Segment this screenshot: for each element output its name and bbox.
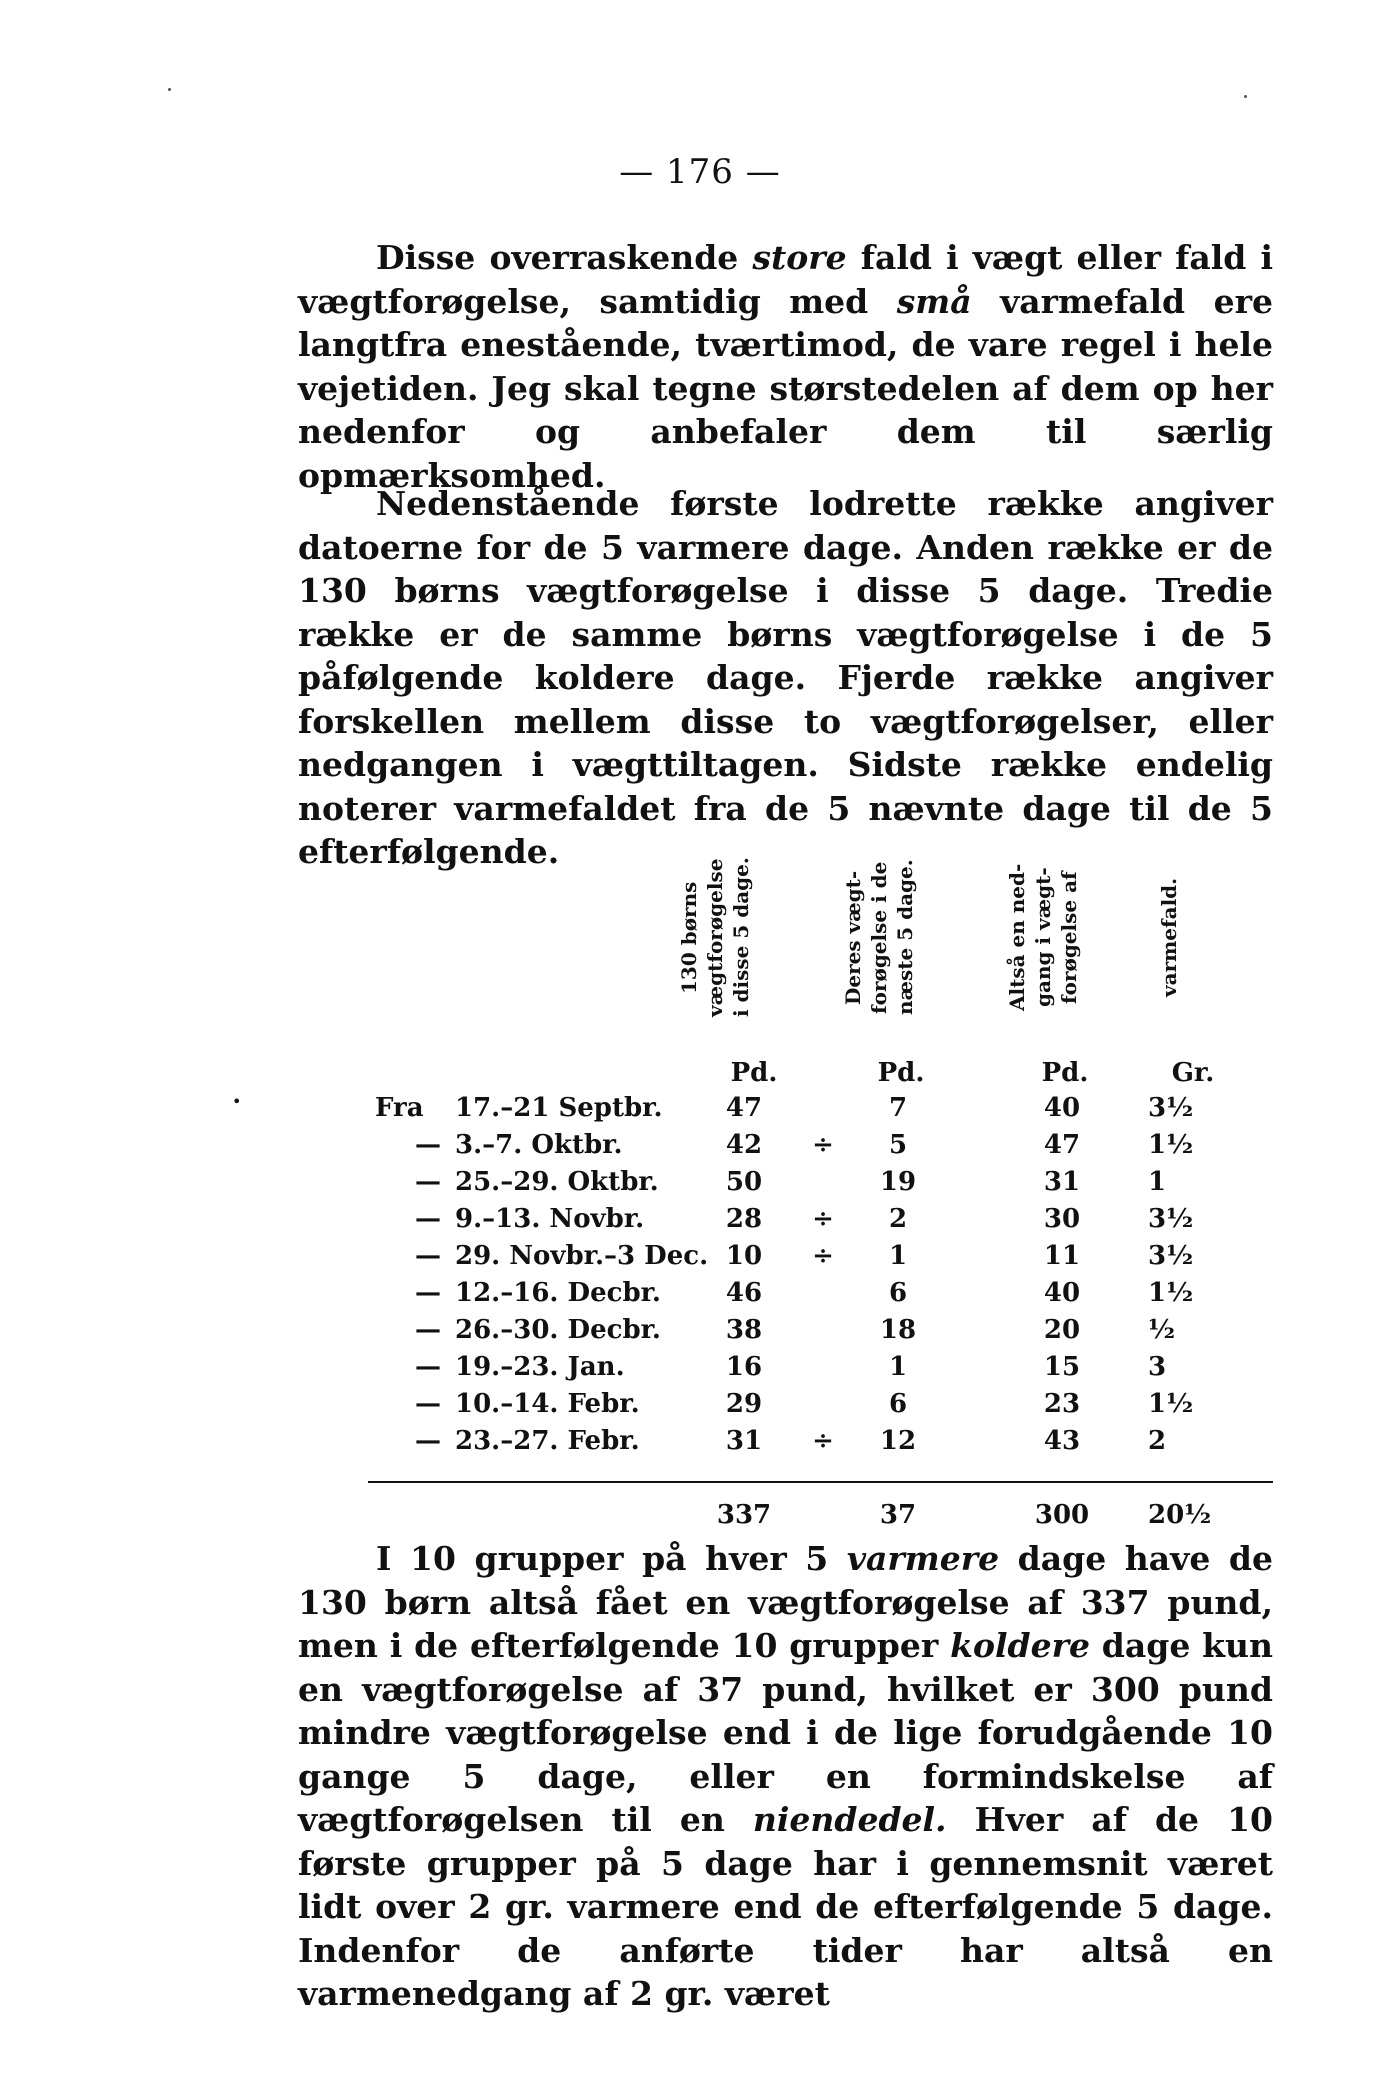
table-row [0,1241,1400,1278]
text-run: Disse overraskende [376,238,753,277]
total-decline: 300 [1034,1500,1090,1530]
cell-cold-gain: 2 [888,1204,908,1234]
cell-temp-drop: ½ [1148,1315,1176,1345]
cell-warm-gain: 47 [725,1093,763,1123]
cell-warm-gain: 10 [725,1241,763,1271]
row-lead: — [415,1389,441,1419]
cell-temp-drop: 2 [1148,1426,1167,1456]
table-row [0,1204,1400,1241]
table-row [0,1389,1400,1426]
emphasis-smaa: små [896,281,972,321]
cell-temp-drop: 1½ [1148,1389,1194,1419]
cell-warm-gain: 29 [725,1389,763,1419]
row-date: 25.–29. Oktbr. [455,1167,659,1197]
row-lead: — [415,1352,441,1382]
table-row [0,1352,1400,1389]
emphasis-varmere: varmere [846,1539,1000,1578]
table-row [0,1130,1400,1167]
cell-decline: 40 [1043,1093,1081,1123]
cell-warm-gain: 50 [725,1167,763,1197]
text-run: fald i vægt eller fald i vægtforøgelse, samtidig med [298,238,1273,321]
paragraph-intro [298,236,1273,497]
table-row [0,1167,1400,1204]
row-lead: — [415,1204,441,1234]
cell-temp-drop: 1½ [1148,1278,1194,1308]
cell-cold-gain: 19 [879,1167,917,1197]
totals-rule [368,1481,1273,1483]
row-date: 19.–23. Jan. [455,1352,625,1382]
unit-label: Pd. [1041,1058,1089,1088]
margin-bullet: • [232,1092,242,1111]
cell-cold-gain: 18 [879,1315,917,1345]
column-header-temperature-drop: varmefald. [1157,877,1181,998]
row-date: 12.–16. Decbr. [455,1278,661,1308]
cell-cold-gain: 12 [879,1426,917,1456]
cell-warm-gain: 31 [725,1426,763,1456]
table-row [0,1278,1400,1315]
table-row [0,1315,1400,1352]
cell-temp-drop: 1 [1148,1167,1167,1197]
row-lead: Fra [375,1093,424,1123]
row-date: 29. Novbr.–3 Dec. [455,1241,709,1271]
row-lead: — [415,1315,441,1345]
cell-sign: ÷ [812,1204,834,1234]
row-lead: — [415,1278,441,1308]
cell-sign: ÷ [812,1426,834,1456]
row-date: 23.–27. Febr. [455,1426,640,1456]
cell-decline: 40 [1043,1278,1081,1308]
page-number: — 176 — [619,152,781,192]
cell-temp-drop: 3½ [1148,1241,1194,1271]
emphasis-store: store [752,238,847,277]
cell-decline: 23 [1043,1389,1081,1419]
column-header-weight-gain-cold: Deres vægt- forøgelse i de næste 5 dage. [841,859,917,1016]
cell-temp-drop: 3 [1148,1352,1167,1382]
emphasis-niendedel: niendedel. [752,1800,947,1839]
cell-cold-gain: 1 [888,1352,908,1382]
row-date: 10.–14. Febr. [455,1389,640,1419]
total-warm-gain: 337 [716,1500,772,1530]
table-row [0,1426,1400,1463]
row-date: 17.–21 Septbr. [455,1093,663,1123]
paper-speck [168,88,171,91]
cell-decline: 43 [1043,1426,1081,1456]
cell-decline: 47 [1043,1130,1081,1160]
cell-decline: 20 [1043,1315,1081,1345]
paper-speck [1244,95,1247,98]
unit-label: Pd. [877,1058,925,1088]
cell-warm-gain: 46 [725,1278,763,1308]
cell-cold-gain: 6 [888,1389,908,1419]
paragraph-table-explanation: Nedenstående første lodrette række angiver datoerne for de 5 varmere dage. Anden række er de 130 børns vægtforøgelse i disse 5 dage. Tredie række er de samme børns vægtforøgelse i de 5 påfølgende koldere dage. Fjerde række angiver forskellen mellem disse to vægtforøgelser, eller nedgangen i vægttiltagen. Sidste række endelig noterer varmefaldet fra de 5 nævnte dage til de 5 efterfølgende. [298,484,1273,871]
paragraph-conclusion [298,1537,1273,2016]
cell-warm-gain: 42 [725,1130,763,1160]
emphasis-koldere: koldere [950,1626,1090,1665]
row-lead: — [415,1167,441,1197]
total-cold-gain: 37 [879,1500,917,1530]
totals-row [0,1500,1400,1537]
row-lead: — [415,1130,441,1160]
cell-sign: ÷ [812,1241,834,1271]
cell-warm-gain: 28 [725,1204,763,1234]
total-temp-drop: 20½ [1148,1500,1212,1530]
cell-decline: 30 [1043,1204,1081,1234]
row-date: 9.–13. Novbr. [455,1204,645,1234]
cell-sign: ÷ [812,1130,834,1160]
column-header-decline: Altså en ned- gang i vægt- forøgelse af [1005,863,1081,1012]
text-run: Hver af de 10 første grupper på 5 dage har i gennemsnit været lidt over 2 gr. varmere end de efterfølgende 5 dage. Indenfor de anførte tider har altså en varmenedgang af 2 gr. været [298,1800,1273,2013]
cell-temp-drop: 1½ [1148,1130,1194,1160]
text-run: varmefald ere langtfra enestående, tværtimod, de vare regel i hele vejetiden. Jeg skal tegne størstedelen af dem op her nedenfor og anbefaler dem til særlig opmærksomhed. [298,281,1273,495]
cell-temp-drop: 3½ [1148,1204,1194,1234]
cell-cold-gain: 5 [888,1130,908,1160]
text-run: dage kun en vægtforøgelse af 37 pund, hvilket er 300 pund mindre vægtforøgelse end i de lige forudgående 10 gange 5 dage, eller en formindskelse af vægtforøgelsen til en [298,1626,1274,1839]
cell-temp-drop: 3½ [1148,1093,1194,1123]
cell-decline: 31 [1043,1167,1081,1197]
column-header-weight-gain-warm: 130 børns vægtforøgelse i disse 5 dage. [677,857,753,1018]
unit-label: Pd. [730,1058,778,1088]
row-lead: — [415,1241,441,1271]
row-lead: — [415,1426,441,1456]
row-date: 3.–7. Oktbr. [455,1130,623,1160]
row-date: 26.–30. Decbr. [455,1315,661,1345]
cell-decline: 15 [1043,1352,1081,1382]
cell-warm-gain: 38 [725,1315,763,1345]
unit-label: Gr. [1171,1058,1215,1088]
text-run: I 10 grupper på hver 5 [376,1539,847,1578]
cell-warm-gain: 16 [725,1352,763,1382]
cell-cold-gain: 6 [888,1278,908,1308]
cell-cold-gain: 7 [888,1093,908,1123]
cell-cold-gain: 1 [888,1241,908,1271]
text-run: dage have de 130 børn altså fået en vægtforøgelse af 337 pund, men i de efterfølgende 10 grupper [298,1539,1273,1665]
cell-decline: 11 [1043,1241,1081,1271]
table-row [0,1093,1400,1130]
